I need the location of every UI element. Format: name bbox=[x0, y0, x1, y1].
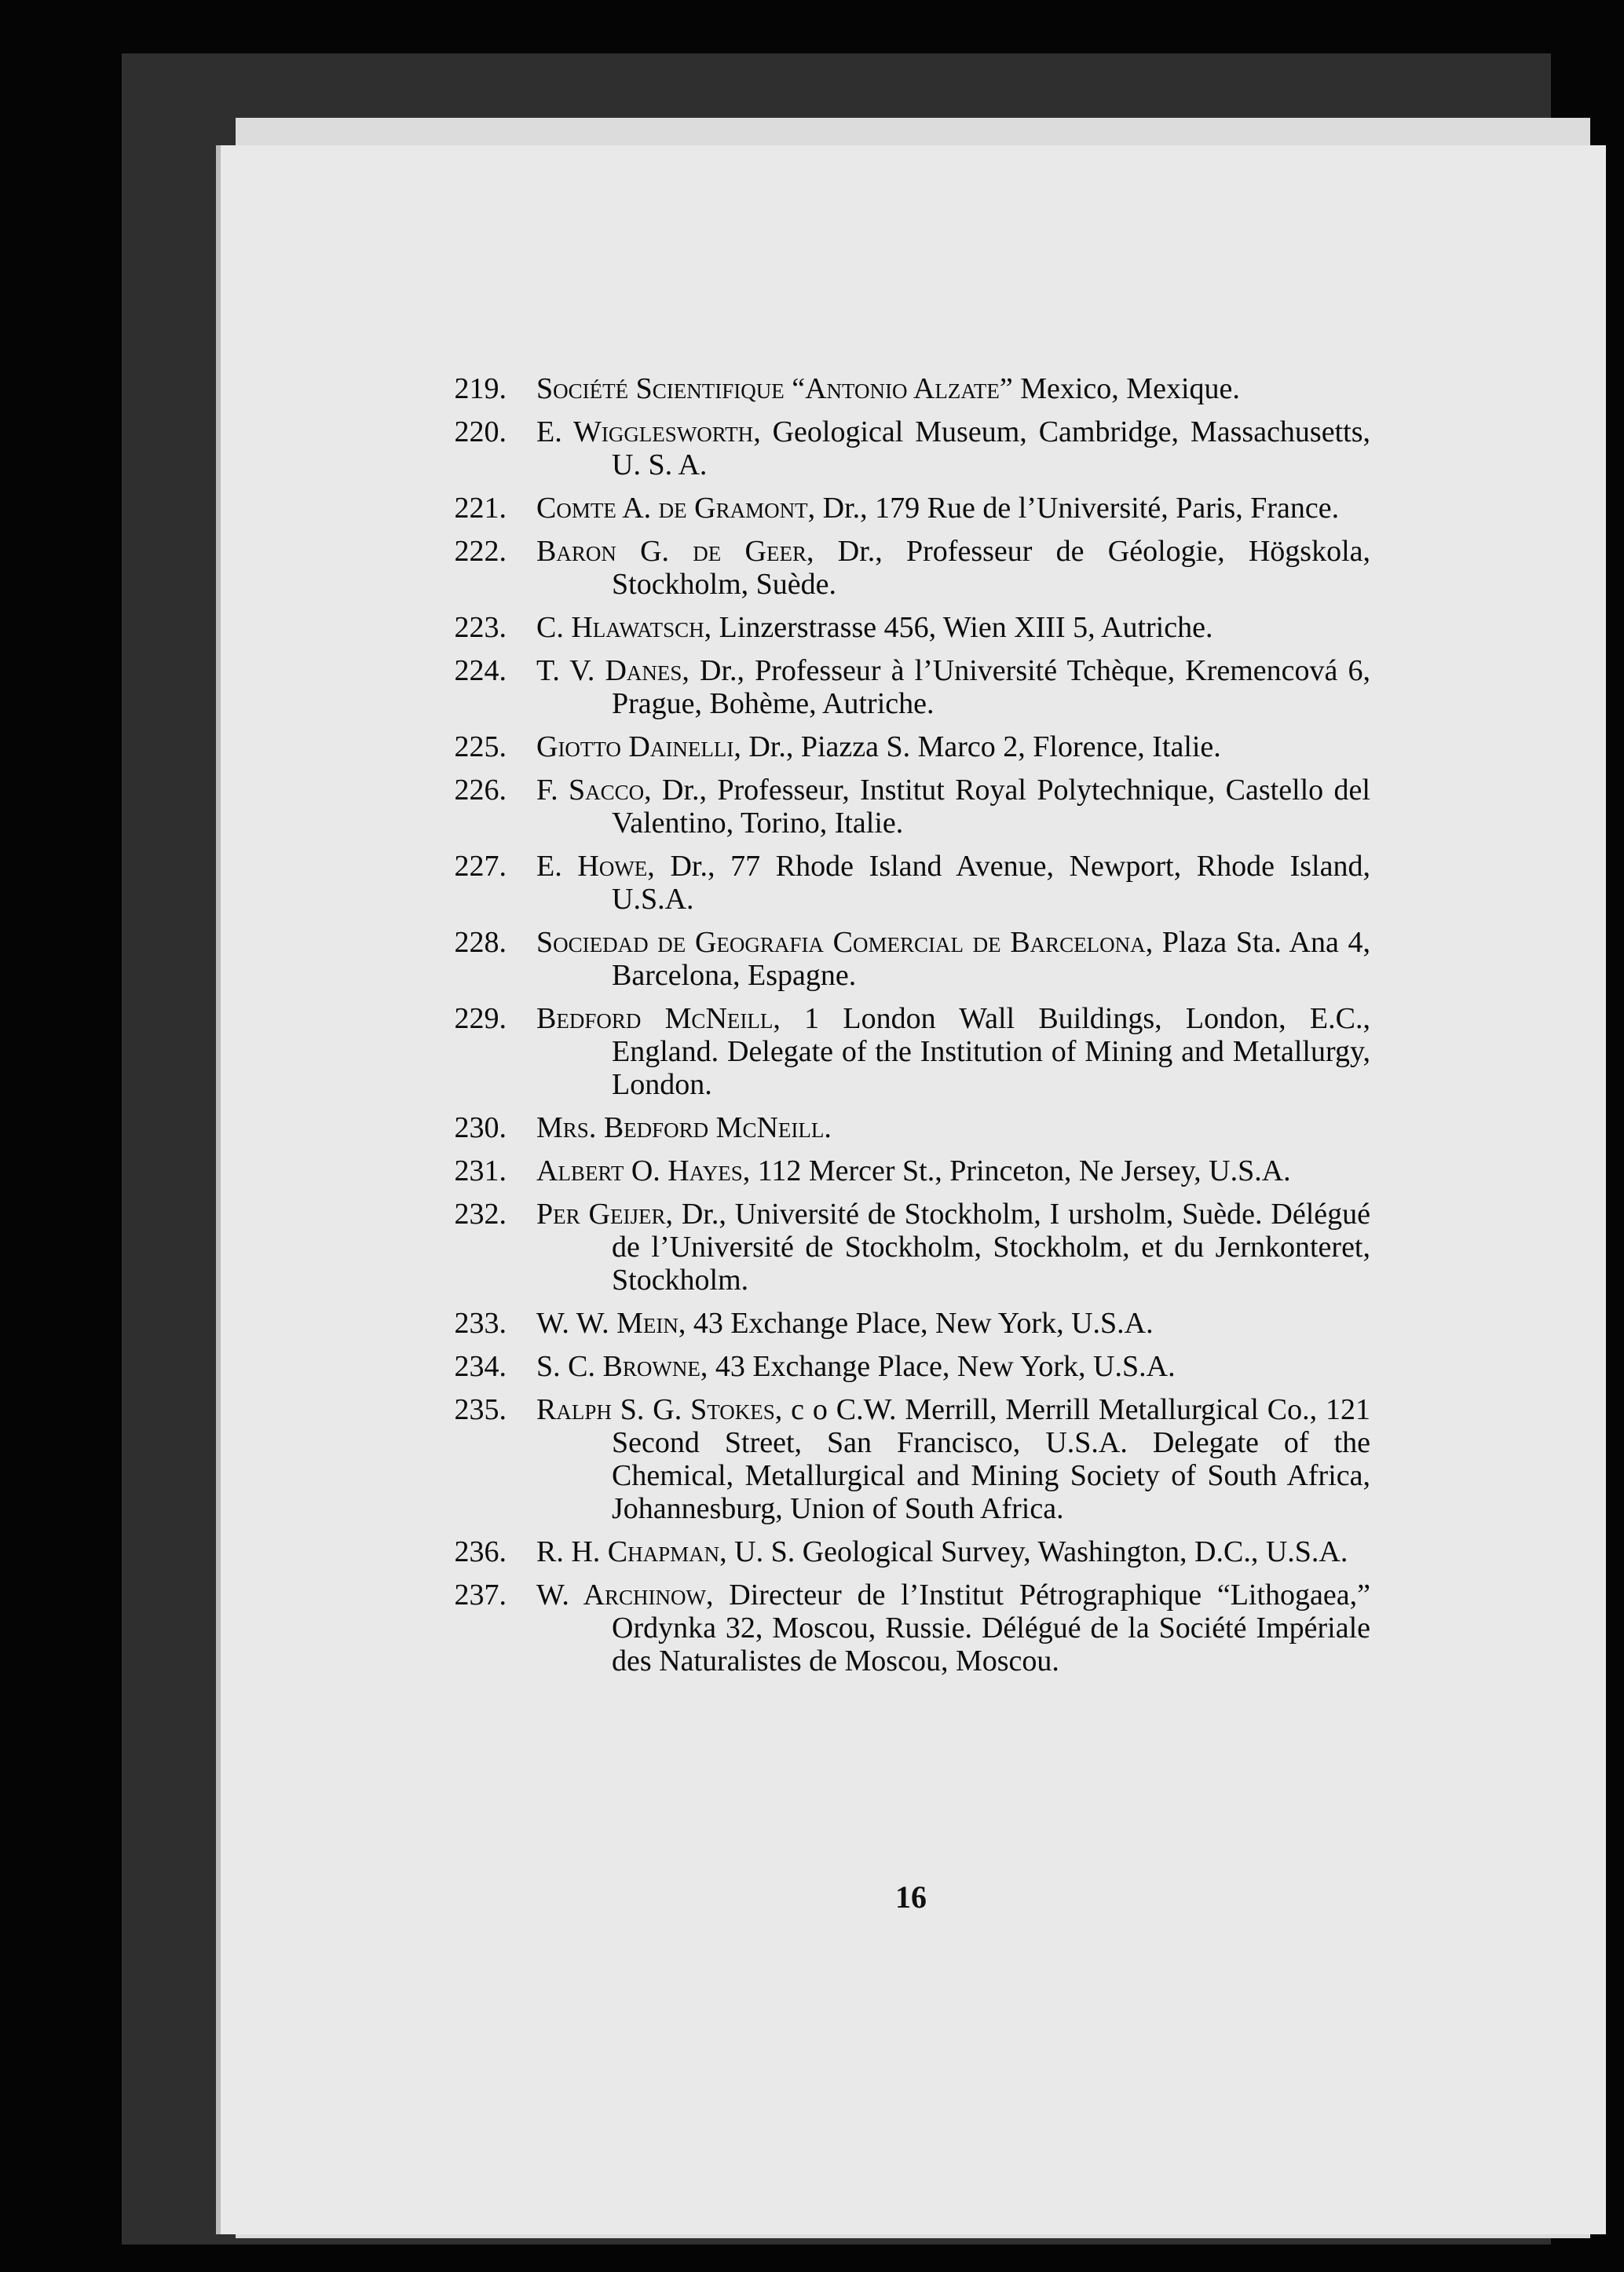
entry-details: , Dr., Professeur, Institut Royal Polytechnique, Castello del Valentino, Torino, Italie. bbox=[612, 774, 1370, 840]
entry-number: 235. bbox=[454, 1393, 507, 1426]
list-entry bbox=[444, 1111, 1370, 1144]
entry-name: Baron G. de Geer bbox=[536, 535, 807, 568]
list-entry bbox=[444, 611, 1370, 644]
entry-number: 219. bbox=[454, 372, 507, 405]
member-list bbox=[444, 372, 1370, 1688]
entry-details: , Plaza Sta. Ana 4, Barcelona, Espagne. bbox=[612, 926, 1370, 992]
entry-name: Albert O. Hayes bbox=[536, 1154, 743, 1187]
list-entry bbox=[444, 1002, 1370, 1101]
entry-number: 233. bbox=[454, 1307, 507, 1340]
list-entry bbox=[444, 1579, 1370, 1677]
entry-details: , 43 Exchange Place, New York, U.S.A. bbox=[678, 1307, 1154, 1340]
entry-details: , Dr., Piazza S. Marco 2, Florence, Italie. bbox=[733, 730, 1221, 763]
entry-details: , c o C.W. Merrill, Merrill Metallurgical Co., 121 Second Street, San Francisco, U.S.A. Delegate of the Chemical, Metallurgical and Mining Society of South Africa, Johannesburg, Union of South Africa. bbox=[612, 1393, 1370, 1525]
entry-number: 225. bbox=[454, 730, 507, 763]
page-number: 16 bbox=[895, 1879, 927, 1915]
entry-name: E. Howe bbox=[536, 850, 648, 883]
entry-name: E. Wigglesworth bbox=[536, 415, 754, 448]
entry-details: , 1 London Wall Buildings, London, E.C., England. Delegate of the Institution of Mining and Metallurgy, London. bbox=[612, 1002, 1370, 1101]
entry-details: , 112 Mercer St., Princeton, Ne Jersey, U.S.A. bbox=[742, 1154, 1291, 1187]
list-entry bbox=[444, 1307, 1370, 1340]
entry-name: W. Archinow bbox=[536, 1579, 707, 1612]
entry-name: Mrs. Bedford McNeill. bbox=[536, 1111, 832, 1144]
entry-name: Per Geijer bbox=[536, 1198, 666, 1231]
entry-details: , Dr., Université de Stockholm, I ursholm, Suède. Délégué de l’Université de Stockholm, Stockholm, et du Jernkonteret, Stockholm. bbox=[612, 1198, 1370, 1297]
entry-number: 222. bbox=[454, 535, 507, 568]
list-entry bbox=[444, 1535, 1370, 1568]
list-entry bbox=[444, 492, 1370, 525]
list-entry bbox=[444, 372, 1370, 405]
entry-name: S. C. Browne bbox=[536, 1350, 700, 1383]
entry-number: 234. bbox=[454, 1350, 507, 1383]
list-entry bbox=[444, 1350, 1370, 1383]
entry-details: , Geological Museum, Cambridge, Massachusetts, U. S. A. bbox=[612, 415, 1370, 481]
entry-number: 220. bbox=[454, 415, 507, 448]
entry-number: 230. bbox=[454, 1111, 507, 1144]
list-entry bbox=[444, 654, 1370, 720]
list-entry bbox=[444, 1393, 1370, 1525]
entry-name: Sociedad de Geografia Comercial de Barcelona bbox=[536, 926, 1146, 959]
entry-number: 223. bbox=[454, 611, 507, 644]
entry-details: , Linzerstrasse 456, Wien XIII 5, Autriche. bbox=[704, 611, 1213, 644]
entry-name: C. Hlawatsch bbox=[536, 611, 704, 644]
entry-number: 226. bbox=[454, 774, 507, 807]
entry-name: Giotto Dainelli bbox=[536, 730, 734, 763]
entry-details: , U. S. Geological Survey, Washington, D.C., U.S.A. bbox=[719, 1535, 1348, 1568]
entry-details: , Dr., Professeur à l’Université Tchèque, Kremencová 6, Prague, Bohème, Autriche. bbox=[612, 654, 1370, 720]
entry-name: F. Sacco bbox=[536, 774, 645, 807]
entry-name: Bedford McNeill bbox=[536, 1002, 774, 1035]
entry-details: , Directeur de l’Institut Pétrographique “Lithogaea,” Ordynka 32, Moscou, Russie. Délégué de la Société Impériale des Naturalistes de Moscou, Moscou. bbox=[612, 1579, 1371, 1677]
entry-name: T. V. Danes bbox=[536, 654, 682, 687]
entry-number: 221. bbox=[454, 492, 507, 525]
entry-details: , 43 Exchange Place, New York, U.S.A. bbox=[700, 1350, 1176, 1383]
entry-name: Société Scientifique “Antonio Alzate” bbox=[536, 372, 1013, 405]
entry-number: 229. bbox=[454, 1002, 507, 1035]
entry-number: 228. bbox=[454, 926, 507, 959]
entry-name: Ralph S. G. Stokes bbox=[536, 1393, 775, 1426]
list-entry bbox=[444, 1154, 1370, 1187]
entry-number: 232. bbox=[454, 1198, 507, 1231]
entry-number: 227. bbox=[454, 850, 507, 883]
entry-name: Comte A. de Gramont bbox=[536, 492, 808, 525]
entry-number: 231. bbox=[454, 1154, 507, 1187]
entry-name: W. W. Mein bbox=[536, 1307, 678, 1340]
list-entry bbox=[444, 774, 1370, 840]
entry-details: , Dr., 77 Rhode Island Avenue, Newport, Rhode Island, U.S.A. bbox=[612, 850, 1370, 916]
list-entry bbox=[444, 1198, 1370, 1297]
entry-name: R. H. Chapman bbox=[536, 1535, 720, 1568]
list-entry bbox=[444, 850, 1370, 916]
entry-number: 237. bbox=[454, 1579, 507, 1612]
list-entry bbox=[444, 535, 1370, 601]
entry-details: , Dr., 179 Rue de l’Université, Paris, France. bbox=[807, 492, 1340, 525]
entry-number: 224. bbox=[454, 654, 507, 687]
list-entry bbox=[444, 730, 1370, 763]
entry-details: , Dr., Professeur de Géologie, Högskola, Stockholm, Suède. bbox=[612, 535, 1370, 601]
list-entry bbox=[444, 415, 1370, 481]
entry-number: 236. bbox=[454, 1535, 507, 1568]
entry-details: Mexico, Mexique. bbox=[1012, 372, 1240, 405]
list-entry bbox=[444, 926, 1370, 992]
